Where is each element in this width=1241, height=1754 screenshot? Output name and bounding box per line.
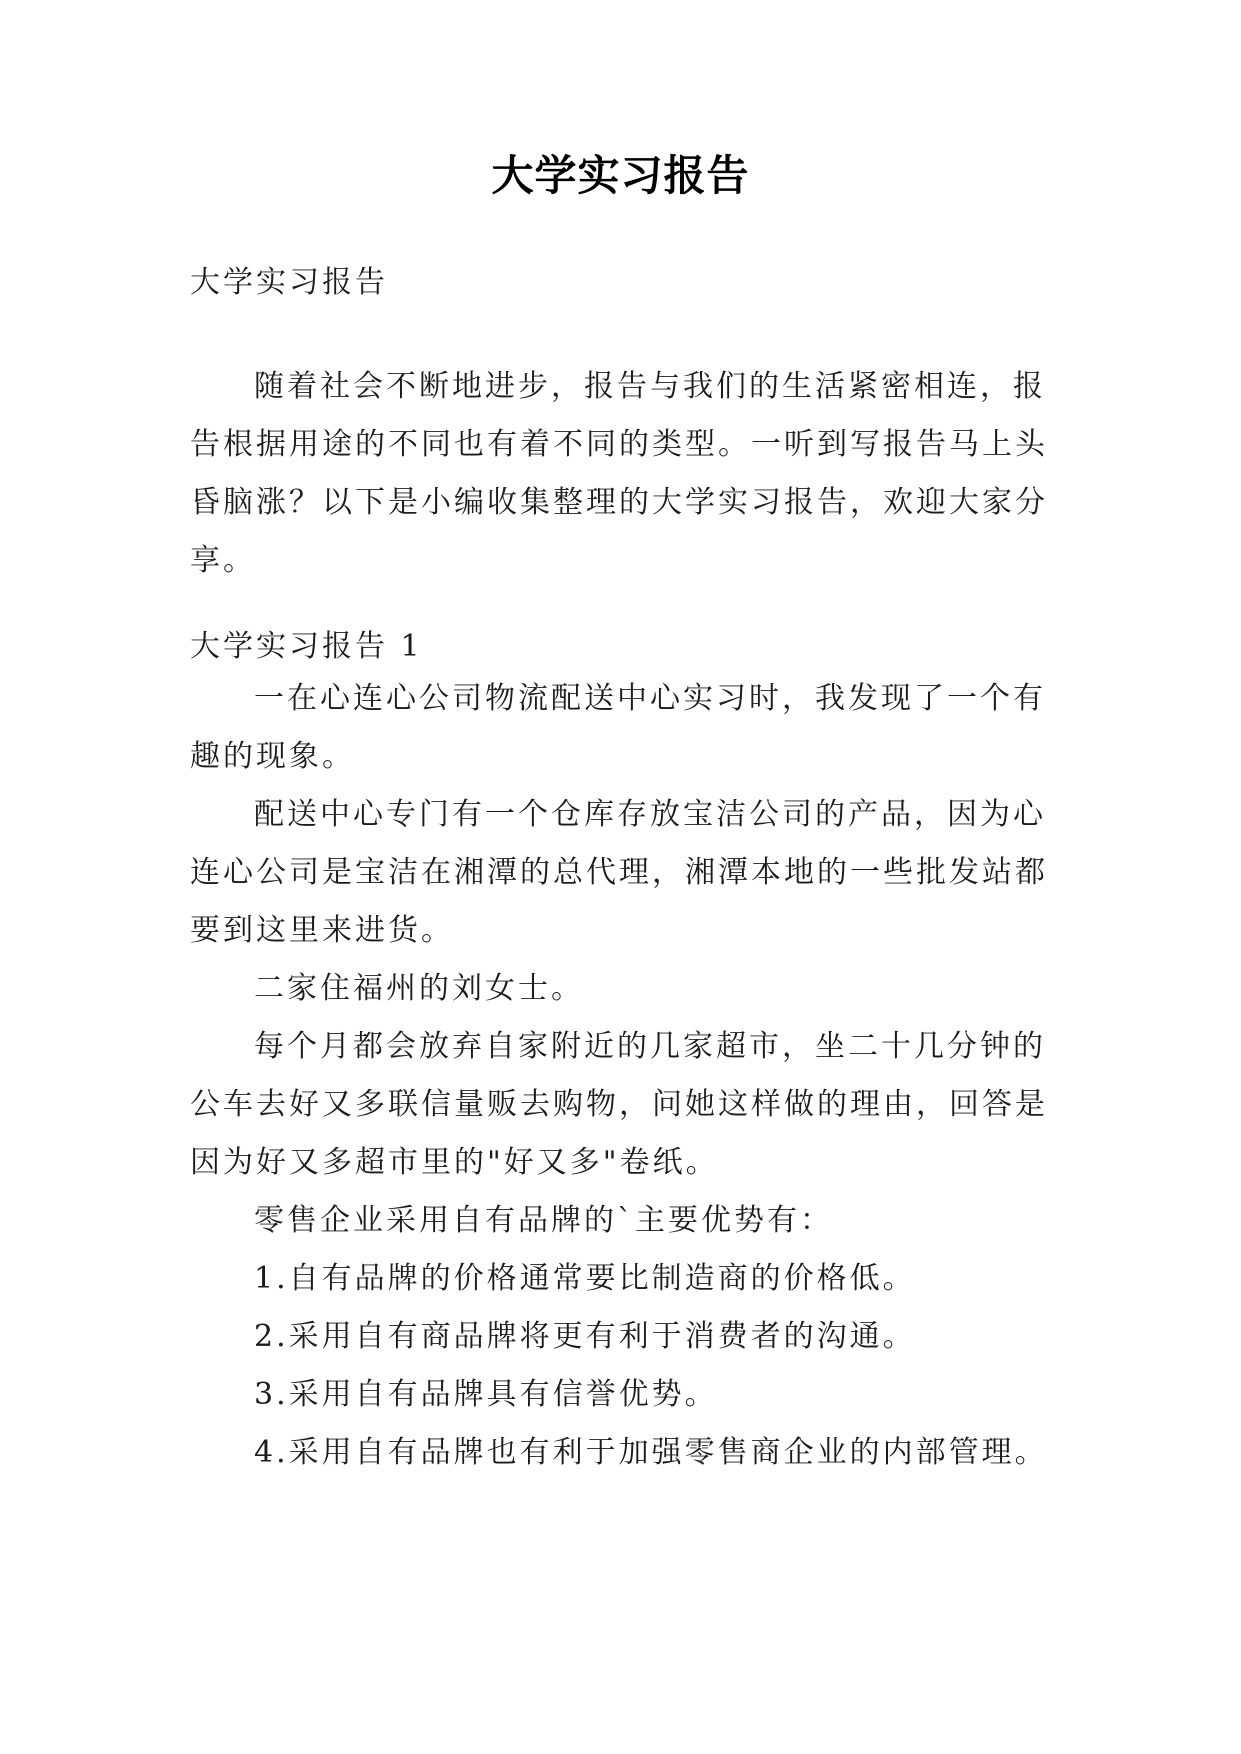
body-paragraph: 每个月都会放弃自家附近的几家超市，坐二十几分钟的公车去好又多联信量贩去购物，问她这样做的理由，回答是因为好又多超市里的"好又多"卷纸。: [190, 1029, 1048, 1180]
subtitle: 大学实习报告: [190, 265, 388, 300]
document-title: 大学实习报告: [491, 151, 750, 200]
body-paragraph: 一在心连心公司物流配送中心实习时，我发现了一个有趣的现象。: [190, 681, 1046, 774]
list-item: 3.采用自有品牌具有信誉优势。: [254, 1377, 718, 1412]
intro-paragraph: 随着社会不断地进步，报告与我们的生活紧密相连，报告根据用途的不同也有着不同的类型。一听到写报告马上头昏脑涨？以下是小编收集整理的大学实习报告，欢迎大家分享。: [190, 369, 1048, 578]
section-heading: 大学实习报告 1: [190, 629, 423, 664]
body-paragraph: 零售企业采用自有品牌的`主要优势有：: [254, 1203, 833, 1238]
body-paragraph: 二家住福州的刘女士。: [254, 971, 584, 1006]
section-body: [190, 670, 1050, 1482]
list-item: 1.自有品牌的价格通常要比制造商的价格低。: [254, 1261, 916, 1296]
list-item: 4.采用自有品牌也有利于加强零售商企业的内部管理。: [254, 1435, 1048, 1470]
list-item: 2.采用自有商品牌将更有利于消费者的沟通。: [254, 1319, 916, 1354]
body-paragraph: 配送中心专门有一个仓库存放宝洁公司的产品，因为心连心公司是宝洁在湘潭的总代理，湘潭本地的一些批发站都要到这里来进货。: [190, 797, 1048, 948]
